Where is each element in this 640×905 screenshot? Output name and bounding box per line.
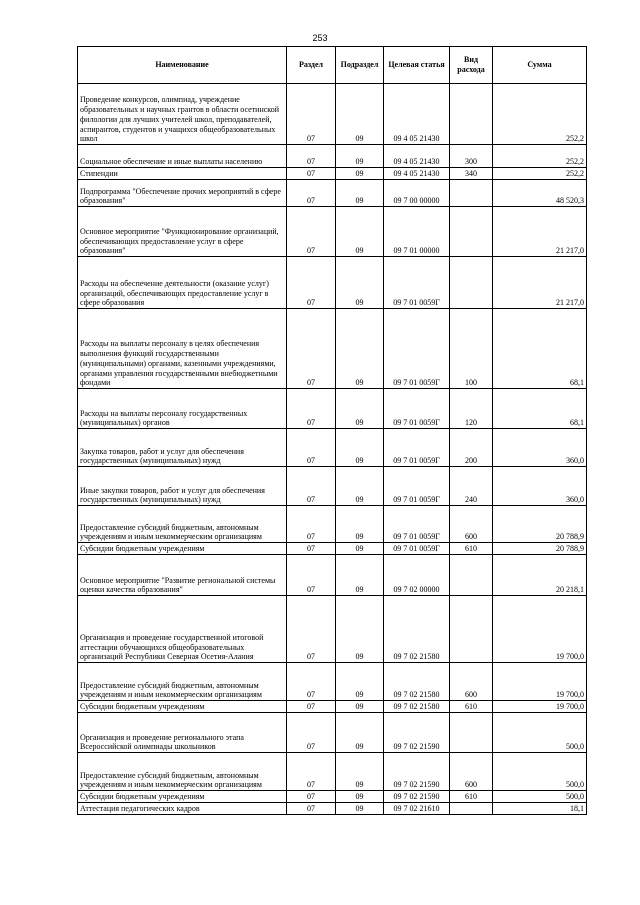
row-target: 09 7 01 0059Г [384, 389, 450, 429]
row-type [450, 803, 493, 815]
row-subsection: 09 [336, 145, 384, 168]
row-target: 09 7 01 0059Г [384, 506, 450, 543]
row-name: Расходы на выплаты персоналу в целях обеспечения выполнения функций государственными (муниципальными) органами, казенными учреждениями, органами управления государственными внебюджетными фондами [78, 309, 287, 389]
row-target: 09 7 02 21610 [384, 803, 450, 815]
table-row [78, 713, 587, 753]
row-section: 07 [287, 543, 336, 555]
row-subsection: 09 [336, 596, 384, 663]
row-section: 07 [287, 791, 336, 803]
row-amount: 19 700,0 [493, 663, 587, 701]
row-amount: 360,0 [493, 467, 587, 506]
row-subsection: 09 [336, 309, 384, 389]
row-type: 610 [450, 543, 493, 555]
row-name: Проведение конкурсов, олимпиад, учреждение образовательных и научных грантов в области осетинской филологии для лучших учителей школ, преподавателей, аспирантов, студентов и учащихся общеобразовательных школ [78, 84, 287, 145]
row-type: 340 [450, 168, 493, 180]
row-amount: 252,2 [493, 84, 587, 145]
row-type: 610 [450, 791, 493, 803]
row-name: Организация и проведение государственной итоговой аттестации обучающихся общеобразовательных организаций Республики Северная Осетия-Алания [78, 596, 287, 663]
row-name: Организация и проведение регионального этапа Всероссийской олимпиады школьников [78, 713, 287, 753]
table-row [78, 791, 587, 803]
row-subsection: 09 [336, 663, 384, 701]
row-subsection: 09 [336, 543, 384, 555]
header-subsection: Подраздел [336, 47, 384, 84]
header-amount: Сумма [493, 47, 587, 84]
row-type: 600 [450, 663, 493, 701]
row-subsection: 09 [336, 701, 384, 713]
table-row [78, 145, 587, 168]
row-target: 09 7 02 21580 [384, 596, 450, 663]
row-amount: 20 788,9 [493, 543, 587, 555]
table-row [78, 803, 587, 815]
row-subsection: 09 [336, 791, 384, 803]
row-amount: 500,0 [493, 753, 587, 791]
row-amount: 68,1 [493, 309, 587, 389]
table-row [78, 701, 587, 713]
table-row [78, 309, 587, 389]
row-name: Субсидии бюджетным учреждениям [78, 543, 287, 555]
row-name: Стипендии [78, 168, 287, 180]
header-name: Наименование [78, 47, 287, 84]
row-name: Субсидии бюджетным учреждениям [78, 701, 287, 713]
row-name: Иные закупки товаров, работ и услуг для обеспечения государственных (муниципальных) нужд [78, 467, 287, 506]
row-type: 610 [450, 701, 493, 713]
row-amount: 500,0 [493, 791, 587, 803]
row-amount: 252,2 [493, 168, 587, 180]
row-amount: 500,0 [493, 713, 587, 753]
row-type [450, 207, 493, 257]
row-section: 07 [287, 467, 336, 506]
row-section: 07 [287, 555, 336, 596]
row-subsection: 09 [336, 467, 384, 506]
row-amount: 19 700,0 [493, 596, 587, 663]
row-amount: 20 788,9 [493, 506, 587, 543]
row-section: 07 [287, 145, 336, 168]
row-amount: 21 217,0 [493, 257, 587, 309]
row-target: 09 7 02 21590 [384, 791, 450, 803]
row-section: 07 [287, 180, 336, 207]
table-row [78, 663, 587, 701]
row-amount: 21 217,0 [493, 207, 587, 257]
table-row [78, 257, 587, 309]
row-subsection: 09 [336, 713, 384, 753]
row-target: 09 4 05 21430 [384, 145, 450, 168]
row-target: 09 7 02 21590 [384, 753, 450, 791]
row-subsection: 09 [336, 257, 384, 309]
row-type: 120 [450, 389, 493, 429]
row-name: Предоставление субсидий бюджетным, автономным учреждениям и иным некоммерческим организациям [78, 506, 287, 543]
row-target: 09 7 02 21580 [384, 701, 450, 713]
row-type [450, 257, 493, 309]
row-subsection: 09 [336, 803, 384, 815]
row-name: Социальное обеспечение и иные выплаты населению [78, 145, 287, 168]
table-row [78, 207, 587, 257]
row-type: 100 [450, 309, 493, 389]
row-section: 07 [287, 753, 336, 791]
table-header-row [78, 47, 587, 84]
row-type: 200 [450, 429, 493, 467]
row-section: 07 [287, 663, 336, 701]
row-type: 240 [450, 467, 493, 506]
row-subsection: 09 [336, 84, 384, 145]
row-name: Предоставление субсидий бюджетным, автономным учреждениям и иным некоммерческим организациям [78, 663, 287, 701]
row-subsection: 09 [336, 429, 384, 467]
row-type [450, 555, 493, 596]
row-amount: 18,1 [493, 803, 587, 815]
row-amount: 48 520,3 [493, 180, 587, 207]
row-target: 09 7 01 00000 [384, 207, 450, 257]
row-section: 07 [287, 257, 336, 309]
table-row [78, 84, 587, 145]
row-target: 09 4 05 21430 [384, 168, 450, 180]
row-target: 09 7 02 00000 [384, 555, 450, 596]
row-section: 07 [287, 168, 336, 180]
row-type [450, 596, 493, 663]
row-subsection: 09 [336, 180, 384, 207]
row-name: Основное мероприятие "Развитие региональной системы оценки качества образования" [78, 555, 287, 596]
row-name: Субсидии бюджетным учреждениям [78, 791, 287, 803]
row-subsection: 09 [336, 207, 384, 257]
row-subsection: 09 [336, 389, 384, 429]
table-row [78, 596, 587, 663]
row-name: Подпрограмма "Обеспечение прочих мероприятий в сфере образования" [78, 180, 287, 207]
row-type: 600 [450, 753, 493, 791]
row-target: 09 7 01 0059Г [384, 467, 450, 506]
row-section: 07 [287, 713, 336, 753]
row-subsection: 09 [336, 506, 384, 543]
table-row [78, 180, 587, 207]
row-target: 09 7 02 21580 [384, 663, 450, 701]
row-target: 09 7 01 0059Г [384, 429, 450, 467]
row-name: Расходы на выплаты персоналу государственных (муниципальных) органов [78, 389, 287, 429]
row-amount: 20 218,1 [493, 555, 587, 596]
page-number: 253 [312, 33, 328, 43]
row-subsection: 09 [336, 753, 384, 791]
row-type [450, 84, 493, 145]
table-row [78, 543, 587, 555]
row-section: 07 [287, 389, 336, 429]
row-section: 07 [287, 84, 336, 145]
row-name: Предоставление субсидий бюджетным, автономным учреждениям и иным некоммерческим организациям [78, 753, 287, 791]
row-section: 07 [287, 429, 336, 467]
row-target: 09 7 00 00000 [384, 180, 450, 207]
row-section: 07 [287, 596, 336, 663]
row-amount: 360,0 [493, 429, 587, 467]
row-section: 07 [287, 506, 336, 543]
row-subsection: 09 [336, 168, 384, 180]
table-row [78, 506, 587, 543]
row-target: 09 7 01 0059Г [384, 257, 450, 309]
row-target: 09 7 01 0059Г [384, 543, 450, 555]
row-section: 07 [287, 207, 336, 257]
table-row [78, 429, 587, 467]
row-section: 07 [287, 309, 336, 389]
row-type [450, 713, 493, 753]
row-section: 07 [287, 701, 336, 713]
table-row [78, 555, 587, 596]
header-expense-type: Вид расхода [450, 47, 493, 84]
table-row [78, 753, 587, 791]
row-target: 09 4 05 21430 [384, 84, 450, 145]
row-amount: 19 700,0 [493, 701, 587, 713]
budget-table [77, 46, 587, 815]
row-section: 07 [287, 803, 336, 815]
header-target: Целевая статья [384, 47, 450, 84]
row-name: Аттестация педагогических кадров [78, 803, 287, 815]
row-type: 600 [450, 506, 493, 543]
row-subsection: 09 [336, 555, 384, 596]
row-amount: 68,1 [493, 389, 587, 429]
row-target: 09 7 02 21590 [384, 713, 450, 753]
table-row [78, 389, 587, 429]
row-name: Закупка товаров, работ и услуг для обеспечения государственных (муниципальных) нужд [78, 429, 287, 467]
row-type [450, 180, 493, 207]
row-type: 300 [450, 145, 493, 168]
table-row [78, 467, 587, 506]
table-row [78, 168, 587, 180]
header-section: Раздел [287, 47, 336, 84]
row-name: Основное мероприятие "Функционирование организаций, обеспечивающих предоставление услуг в сфере образования" [78, 207, 287, 257]
row-name: Расходы на обеспечение деятельности (оказание услуг) организаций, обеспечивающих предоставление услуг в сфере образования [78, 257, 287, 309]
row-amount: 252,2 [493, 145, 587, 168]
row-target: 09 7 01 0059Г [384, 309, 450, 389]
